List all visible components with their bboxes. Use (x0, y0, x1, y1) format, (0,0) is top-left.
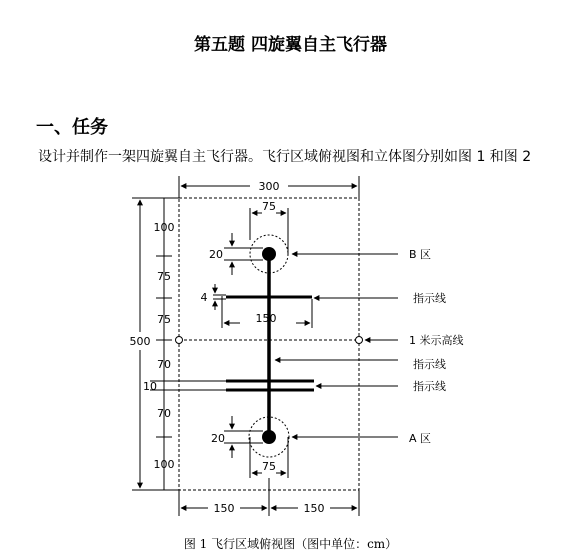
dim-total-height-label: 500 (129, 335, 151, 348)
dim-b-marker-label: 20 (209, 248, 223, 261)
figure-caption: 图 1 飞行区域俯视图（图中单位：cm） (183, 537, 398, 551)
left-dim-label: 100 (153, 458, 175, 471)
dim-indicator-thickness-label: 4 (200, 291, 208, 304)
dim-bottom-right-label: 150 (303, 502, 325, 515)
height-line-left-post (176, 337, 183, 344)
left-dim-label: 70 (157, 358, 171, 371)
dim-b-zone-width-label: 75 (262, 200, 276, 213)
height-line-right-post (356, 337, 363, 344)
task-paragraph: 设计并制作一架四旋翼自主飞行器。飞行区域俯视图和立体图分别如图 1 和图 2 (38, 149, 532, 165)
page-title: 第五题 四旋翼自主飞行器 (194, 35, 387, 55)
indicator-label-1: 指示线 (413, 292, 446, 305)
dim-a-zone-width-label: 75 (262, 460, 276, 473)
indicator-label-3: 指示线 (413, 380, 446, 393)
b-zone-label: B 区 (409, 248, 432, 261)
dim-a-marker-label: 20 (211, 432, 225, 445)
dim-top-width-label: 300 (258, 180, 280, 193)
left-dim-label: 10 (143, 380, 157, 393)
dim-bottom-left-label: 150 (213, 502, 235, 515)
left-dim-label: 70 (157, 407, 171, 420)
section-heading: 一、任务 (36, 117, 108, 138)
a-zone-label: A 区 (409, 432, 432, 445)
height-line-label: 1 米示高线 (409, 334, 464, 347)
left-dim-label: 100 (153, 221, 175, 234)
indicator-label-2: 指示线 (413, 358, 446, 371)
a-zone-center (262, 430, 276, 444)
left-dim-label: 75 (157, 313, 171, 326)
dim-indicator-length-label: 150 (255, 312, 277, 325)
left-dim-label: 75 (157, 270, 171, 283)
